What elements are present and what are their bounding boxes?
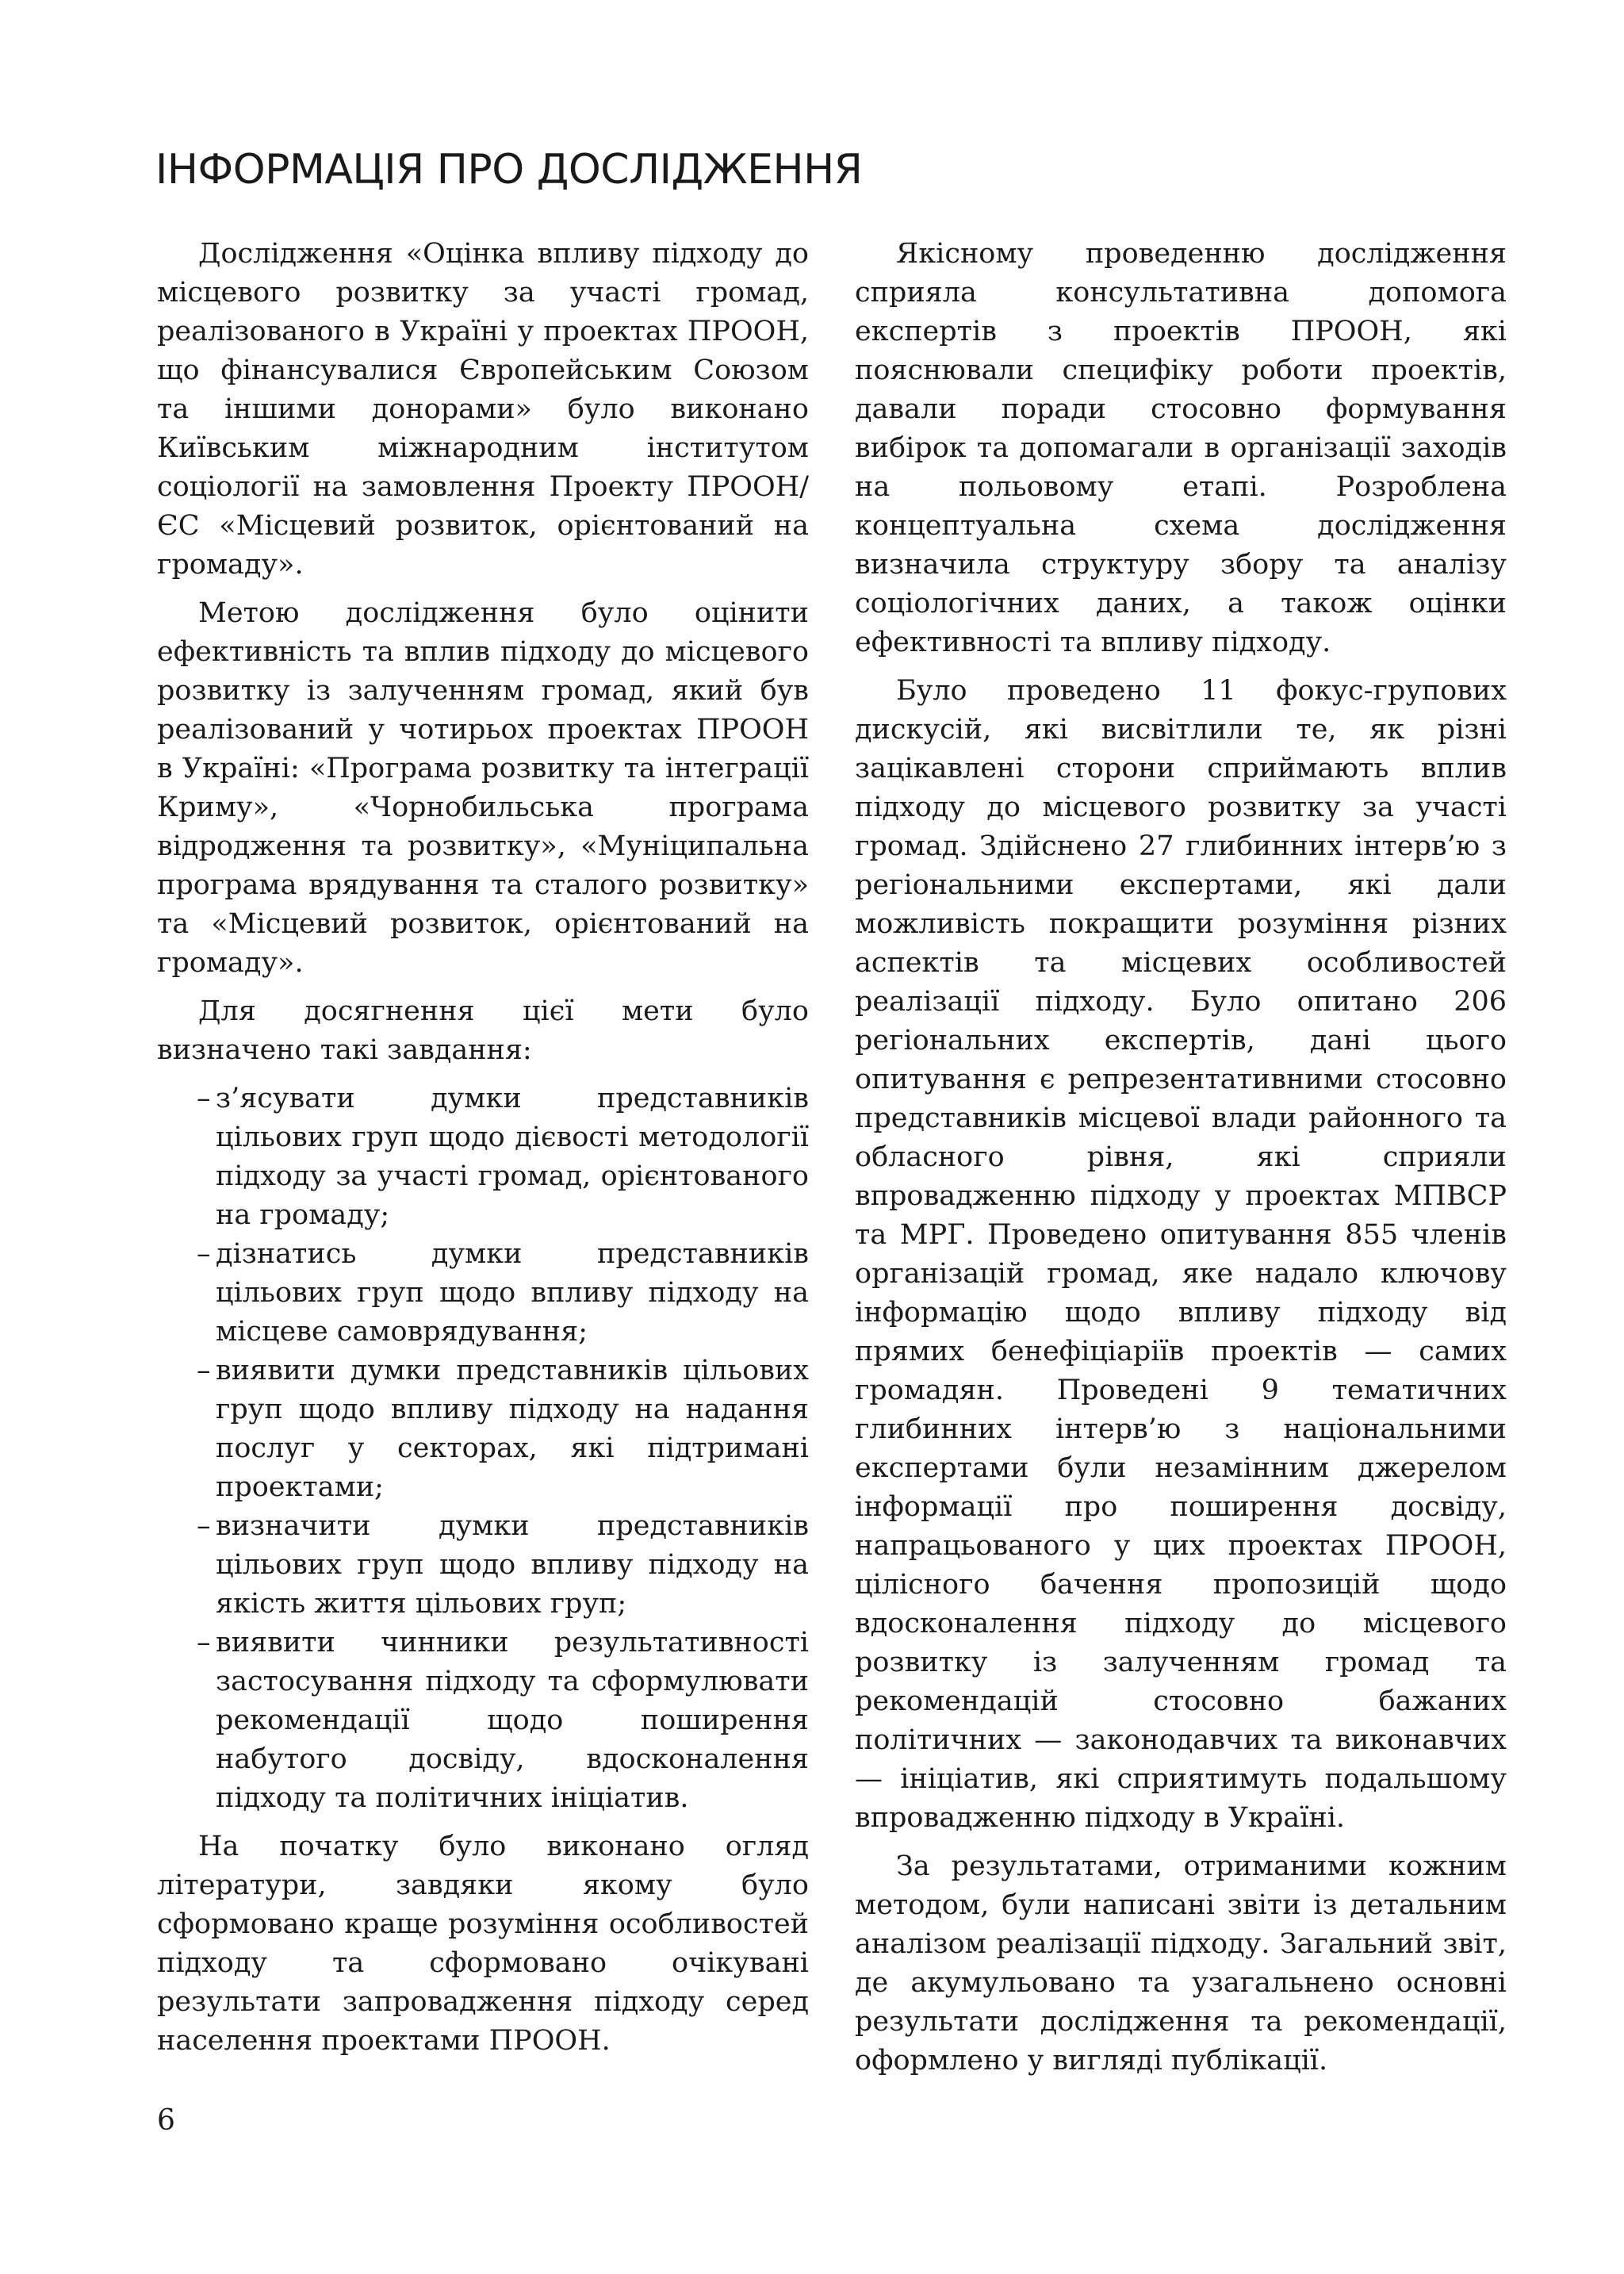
page-title: ІНФОРМАЦІЯ ПРО ДОСЛІДЖЕННЯ [155, 146, 863, 194]
dash-bullet: – [197, 1510, 211, 1542]
task-item [157, 1624, 809, 1818]
paragraph-study-goal: Метою дослідження було оцінити ефективність та вплив підходу до місцевого розвитку із залученням громад, який був реалізований у чотирьох проектах ПРООН в Україні: «Програма розвитку та інтеграції Криму», «Чорнобильська програма відродження та розвитку», «Муніципальна програма врядування та сталого розвитку» та «Місцевий розвиток, орієнтований на громаду». [157, 597, 809, 979]
dash-bullet: – [197, 1083, 211, 1114]
task-list [157, 1079, 809, 1818]
task-item [157, 1507, 809, 1624]
paragraph-study-description: Дослідження «Оцінка впливу підходу до місцевого розвитку за участі громад, реалізованого в Україні у проектах ПРООН, що фінансувалися Європейським Союзом та іншими донорами» було виконано Київським міжнародним інститутом соціології на замовлення Проекту ПРООН/ЄС «Місцевий розвиток, орієнтований на громаду». [157, 238, 809, 581]
task-item [157, 1352, 809, 1507]
paragraph-methods: Було проведено 11 фокус-групових дискусій, які висвітлили те, як різні зацікавлені сторони сприймають вплив підходу до місцевого розвитку за участі громад. Здійснено 27 глибинних інтерв’ю з регіональними експертами, які дали можливість покращити розуміння різних аспектів та місцевих особливостей реалізації підходу. Було опитано 206 регіональних експертів, дані цього опитування є репрезентативними стосовно представників місцевої влади районного та обласного рівня, які сприяли впровадженню підходу у проектах МПВСР та МРГ. Проведено опитування 855 членів організацій громад, яке надало ключову інформацію щодо впливу підходу від прямих бенефіціаріїв проектів — самих громадян. Проведені 9 тематичних глибинних інтерв’ю з національними експертами були незамінним джерелом інформації про поширення досвіду, напрацьованого у цих проектах ПРООН, цілісного бачення пропозицій щодо вдосконалення підходу до місцевого розвитку із залученням громад та рекомендацій стосовно бажаних політичних — законодавчих та виконавчих — ініціатив, які сприятимуть подальшому впровадженню підходу в Україні. [855, 675, 1507, 1834]
paragraph-tasks-intro: Для досягнення цієї мети було визначено такі завдання: [157, 995, 809, 1066]
dash-bullet: – [197, 1355, 211, 1386]
paragraph-results: За результатами, отриманими кожним методом, були написані звіти із детальним аналізом реалізації підходу. Загальний звіт, де акумульовано та узагальнено основні результати дослідження та рекомендації, оформлено у вигляді публікації. [855, 1850, 1507, 2077]
task-text: виявити думки представників цільових груп щодо впливу підходу на надання послуг у секторах, які підтримані проектами; [216, 1355, 809, 1503]
task-text: виявити чинники результативності застосування підходу та сформулювати рекомендації щодо поширення набутого досвіду, вдосконалення підходу та політичних ініціатив. [216, 1627, 809, 1814]
task-text: визначити думки представників цільових груп щодо впливу підходу на якість життя цільових груп; [216, 1510, 809, 1620]
task-text: дізнатись думки представників цільових груп щодо впливу підходу на місцеве самоврядування; [216, 1238, 809, 1348]
left-column [157, 235, 809, 2070]
task-item [157, 1235, 809, 1352]
right-column [855, 235, 1507, 2090]
task-text: з’ясувати думки представників цільових груп щодо дієвості методології підходу за участі громад, орієнтованого на громаду; [216, 1083, 809, 1231]
task-item [157, 1079, 809, 1235]
dash-bullet: – [197, 1238, 211, 1270]
paragraph-literature-review: На початку було виконано огляд літератури, завдяки якому було сформовано краще розуміння особливостей підходу та сформовано очікувані результати запровадження підходу серед населення проектами ПРООН. [157, 1831, 809, 2057]
dash-bullet: – [197, 1627, 211, 1659]
paragraph-expert-support: Якісному проведенню дослідження сприяла консультативна допомога експертів з проектів ПРООН, які пояснювали специфіку роботи проектів, давали поради стосовно формування вибірок та допомагали в організації заходів на польовому етапі. Розроблена концептуальна схема дослідження визначила структуру збору та аналізу соціологічних даних, а також оцінки ефективності та впливу підходу. [855, 238, 1507, 658]
page-number: 6 [157, 2104, 175, 2137]
